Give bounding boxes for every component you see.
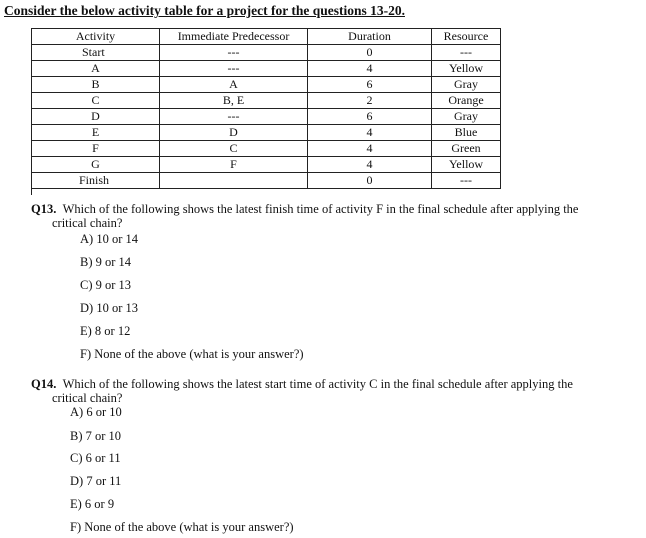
table-header-row	[32, 29, 501, 45]
text-cursor-bar	[31, 181, 32, 195]
question-text-continued: critical chain?	[52, 391, 123, 405]
activity-cell: F	[32, 141, 160, 157]
column-header-predecessor: Immediate Predecessor	[160, 29, 308, 45]
page-heading: Consider the below activity table for a project for the questions 13-20.	[4, 3, 405, 18]
answer-option[interactable]: B) 7 or 10	[70, 429, 122, 443]
predecessor-cell: F	[160, 157, 308, 173]
column-header-resource: Resource	[432, 29, 501, 45]
answer-option[interactable]: E) 6 or 9	[70, 497, 115, 511]
resource-cell: Green	[432, 141, 501, 157]
question-14	[31, 377, 573, 405]
predecessor-cell: ---	[160, 45, 308, 61]
activity-cell: D	[32, 109, 160, 125]
resource-cell: Gray	[432, 109, 501, 125]
predecessor-cell: A	[160, 77, 308, 93]
predecessor-cell: ---	[160, 109, 308, 125]
duration-cell: 0	[308, 173, 432, 189]
answer-option[interactable]: D) 7 or 11	[70, 474, 122, 488]
resource-cell: Blue	[432, 125, 501, 141]
activity-cell: Finish	[32, 173, 160, 189]
column-header-activity: Activity	[32, 29, 160, 45]
answer-option[interactable]: F) None of the above (what is your answer?)	[70, 520, 294, 534]
duration-cell: 2	[308, 93, 432, 109]
predecessor-cell	[160, 173, 308, 189]
answer-option[interactable]: B) 9 or 14	[80, 255, 132, 269]
activity-cell: Start	[32, 45, 160, 61]
predecessor-cell: B, E	[160, 93, 308, 109]
question-text: Which of the following shows the latest start time of activity C in the final schedule after applying the	[62, 377, 573, 391]
duration-cell: 0	[308, 45, 432, 61]
activity-cell: A	[32, 61, 160, 77]
duration-cell: 6	[308, 77, 432, 93]
resource-cell: Yellow	[432, 61, 501, 77]
table-row	[32, 45, 501, 61]
resource-cell: Gray	[432, 77, 501, 93]
table-row	[32, 77, 501, 93]
duration-cell: 4	[308, 157, 432, 173]
activity-cell: C	[32, 93, 160, 109]
duration-cell: 4	[308, 141, 432, 157]
duration-cell: 4	[308, 61, 432, 77]
duration-cell: 6	[308, 109, 432, 125]
activity-cell: G	[32, 157, 160, 173]
question-number: Q14.	[31, 377, 57, 391]
column-header-duration: Duration	[308, 29, 432, 45]
table-row	[32, 157, 501, 173]
resource-cell: Orange	[432, 93, 501, 109]
activity-cell: E	[32, 125, 160, 141]
question-text-continued: critical chain?	[52, 216, 123, 230]
duration-cell: 4	[308, 125, 432, 141]
table-row	[32, 93, 501, 109]
activity-table	[31, 28, 501, 189]
question-text: Which of the following shows the latest finish time of activity F in the final schedule after applying the	[62, 202, 579, 216]
resource-cell: ---	[432, 45, 501, 61]
answer-option[interactable]: F) None of the above (what is your answer?)	[80, 347, 304, 361]
question-13	[31, 202, 578, 230]
answer-option[interactable]: C) 9 or 13	[80, 278, 132, 292]
table-row	[32, 141, 501, 157]
table-row	[32, 109, 501, 125]
resource-cell: Yellow	[432, 157, 501, 173]
predecessor-cell: C	[160, 141, 308, 157]
answer-option[interactable]: D) 10 or 13	[80, 301, 138, 315]
answer-option[interactable]: C) 6 or 11	[70, 451, 121, 465]
question-number: Q13.	[31, 202, 57, 216]
answer-option[interactable]: A) 6 or 10	[70, 405, 122, 419]
answer-option[interactable]: A) 10 or 14	[80, 232, 138, 246]
table-row	[32, 61, 501, 77]
resource-cell: ---	[432, 173, 501, 189]
activity-cell: B	[32, 77, 160, 93]
answer-option[interactable]: E) 8 or 12	[80, 324, 131, 338]
table-row	[32, 173, 501, 189]
table-row	[32, 125, 501, 141]
predecessor-cell: ---	[160, 61, 308, 77]
predecessor-cell: D	[160, 125, 308, 141]
